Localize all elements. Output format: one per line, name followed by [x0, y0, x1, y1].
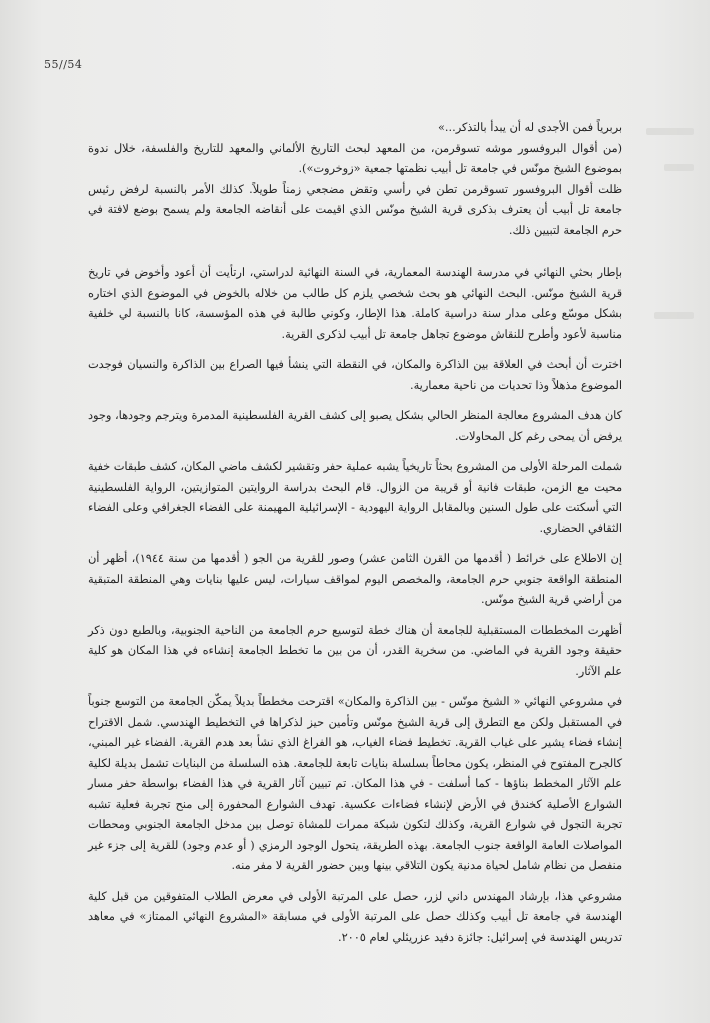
show-through-mark — [646, 128, 694, 135]
show-through-mark — [654, 312, 694, 319]
paragraph: في مشروعي النهائي « الشيخ مونّس - بين الذاكرة والمكان» اقترحت مخططاً بديلاً يمكّن الجامعة من التوسع جنوباً في المستقبل ولكن مع التطرق إلى قرية الشيخ مونّس وتأمين حيز لذكراها في التخطيط الهندسي. شمل الاقتراح إنشاء فضاء يشير على غياب القرية. تخطيط فضاء الغياب، هو الفراغ الذي نشأ بعد هدم القرية. الفضاء غير المبني، كالجرح المفتوح في المنظر، يكون محاطاً بسلسلة بنايات تابعة للجامعة. هذه السلسلة من البنايات تشمل بديلة لكلية علم الآثار المخطط بناؤها - كما أسلفت - في هذا المكان. تم تبيين آثار القرية في هذا الفضاء بواسطة حفر مسار الشوارع الأصلية كخندق في الأرض لإنشاء فضاءات عكسية. تهدف الشوارع المحفورة إلى منح تجربة فعلية تشبه تجربة التجول في شوارع القرية، وكذلك لتكون شبكة ممرات للمشاة توصل بين مدخل الجامعة الجنوبي ومحطات المواصلات العامة الواقعة جنوب الجامعة. بهذه الطريقة، يتحول الوجود الرمزي ( أو عدم وجود) للقرية إلى جزء غير منفصل من نظام شامل لحياة مدنية يكون التلاقي بينها وبين حضور القرية لا مفر منه. — [88, 695, 622, 872]
paragraph: مشروعي هذا، بإرشاد المهندس داني لزر، حصل على المرتبة الأولى في معرض الطلاب المتفوقين من قبل كلية الهندسة في جامعة تل أبيب وكذلك حصل على المرتبة الأولى في مسابقة «المشروع النهائي الممتاز» في معاهد تدريس الهندسة في إسرائيل: جائزة دفيد عزريئلي لعام ٢٠٠٥. — [88, 889, 622, 944]
show-through-mark — [664, 164, 694, 171]
paragraph: كان هدف المشروع معالجة المنظر الحالي بشكل يصبو إلى كشف القرية الفلسطينية المدمرة ويترجم وجودها، وجود يرفض أن يمحى رغم كل المحاولات. — [88, 409, 622, 443]
paragraph: ظلت أقوال البروفسور تسوقرمن تطن في رأسي وتقض مضجعي زمناً طويلاً. كذلك الأمر بالنسبة لرفض رئيس جامعة تل أبيب أن يعترف بذكرى قرية الشيخ مونّس الذي اقيمت على أنقاضه الجامعة ولم يسمح بوضع لافتة في حرم الجامعة لتبيين ذلك. — [88, 182, 622, 237]
paragraph: اخترت أن أبحث في العلاقة بين الذاكرة والمكان، في النقطة التي ينشأ فيها الصراع بين الذاكرة والنسيان فوجدت الموضوع مذهلاً وذا تحديات من ناحية معمارية. — [88, 358, 622, 392]
paragraph: أظهرت المخططات المستقبلية للجامعة أن هناك خطة لتوسيع حرم الجامعة من الناحية الجنوبية، وبالطبع دون ذكر حقيقة وجود القرية في الماضي. من سخرية القدر، أن من بين ما تخطط الجامعة إنشاءه في هذا المكان هو كلية علم الآثار. — [88, 623, 622, 678]
paragraph: شملت المرحلة الأولى من المشروع بحثاً تاريخياً يشبه عملية حفر وتقشير لكشف ماضي المكان، كشف طبقات خفية محيت مع الزمن، طبقات فانية أو قريبة من الزوال. قام البحث بدراسة الروايتين المتوازيتين، الرواية الفلسطينية التي أسكتت على طول السنين وبالمقابل الرواية اليهودية - الإسرائيلية المهيمنة على الفضاء الجغرافي وعلى الفضاء الثقافي الحضاري. — [88, 460, 622, 535]
quote-ending: بربرياً فمن الأجدى له أن يبدأ بالتذكر...» — [438, 121, 622, 134]
paragraph: بإطار بحثي النهائي في مدرسة الهندسة المعمارية، في السنة النهائية لدراستي، ارتأيت أن أعود وأخوض في تاريخ قرية الشيخ مونّس. البحث النهائي هو بحث شخصي يلزم كل طالب من خلاله بالخوض في الموضوع الذي اختاره بشكل موسّع وعلى مدار سنة دراسية كاملة. هذا الإطار، وكوني طالبة في هذه المؤسسة، كانا بالنسبة لي خلفية مناسبة لأعود وأطرح للنقاش موضوع تجاهل جامعة تل أبيب لذكرى القرية. — [88, 266, 622, 341]
article-body — [88, 118, 622, 958]
quote-attribution: (من أقوال البروفسور موشه تسوقرمن، من المعهد لبحث التاريخ الألماني والمعهد للتاريخ والفلسفة، خلال ندوة بموضوع الشيخ مونّس في جامعة تل أبيب نظمتها جمعية «زوخروت»). — [88, 141, 622, 175]
paragraph: إن الاطلاع على خرائط ( أقدمها من القرن الثامن عشر) وصور للقرية من الجو ( أقدمها من سنة ١٩٤٤)، أظهر أن المنطقة الواقعة جنوبي حرم الجامعة، والمخصص اليوم لمواقف سيارات، ليس عليها بنايات وهي المنطقة المتبقية من أراضي قرية الشيخ مونّس. — [88, 552, 622, 606]
paragraph-gap — [88, 251, 622, 263]
page-number: 55//54 — [44, 58, 83, 71]
